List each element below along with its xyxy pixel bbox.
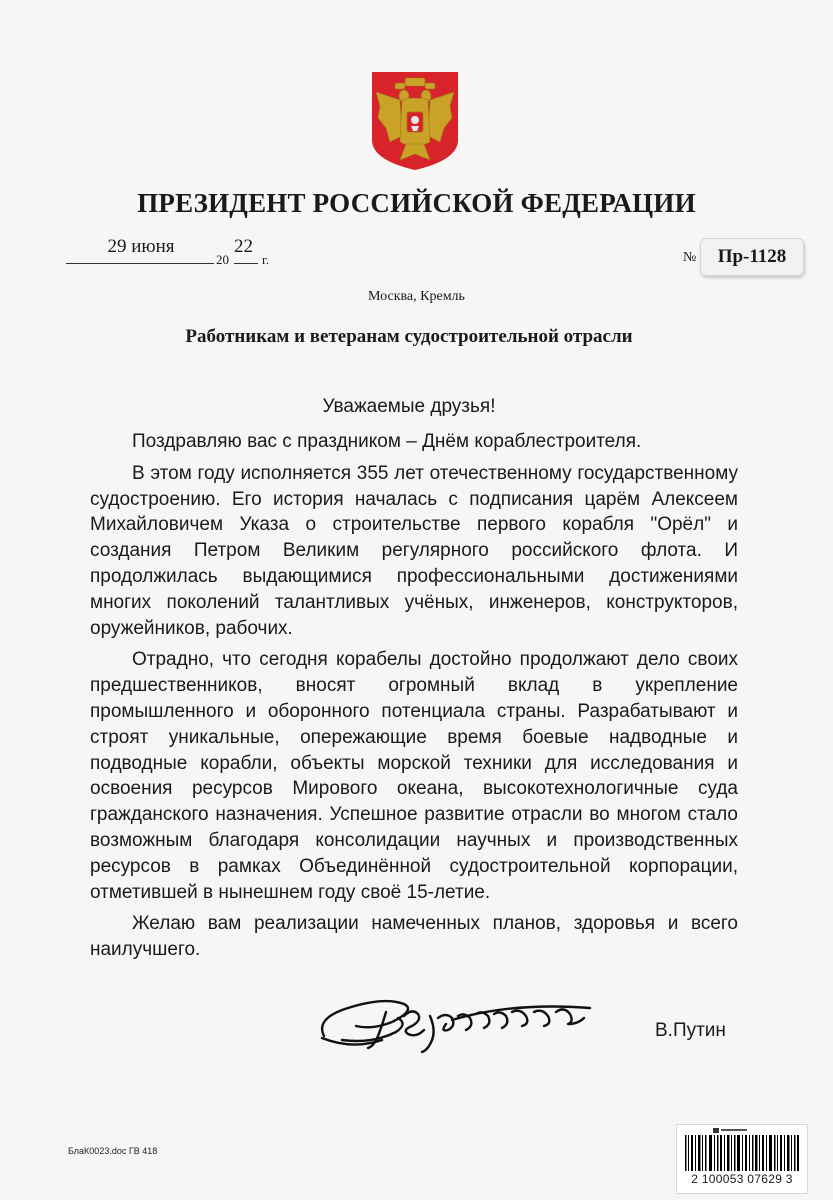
salutation: Уважаемые друзья!	[322, 396, 496, 417]
russian-coat-of-arms-icon	[370, 70, 460, 172]
letter-body	[90, 429, 738, 969]
addressee-heading: Работникам и ветеранам судостроительной отрасли	[185, 326, 633, 347]
signer-name: В.Путин	[655, 1020, 726, 1041]
place-of-issue: Москва, Кремль	[368, 289, 465, 304]
barcode	[685, 1135, 799, 1171]
document-code: БлаК0023.doc ГВ 418	[68, 1146, 158, 1156]
number-sign: №	[683, 250, 697, 265]
barcode-number: 2 100053 07629 3	[691, 1172, 793, 1186]
date-year-prefix: 20	[216, 252, 229, 267]
date-day-month: 29 июня	[107, 236, 175, 257]
registration-number-stamp: Пр-1128	[700, 238, 804, 276]
paragraph: В этом году исполняется 355 лет отечественному государственному судостроению. Его история началась с подписания царём Алексеем Михайловичем Указа о строительстве первого корабля "Орёл" и создания Петром Великим регулярного российского флота. И продолжилась выдающимися профессиональными достижениями многих поколений талантливых учёных, инженеров, конструкторов, оружейников, рабочих.	[90, 462, 738, 639]
barcode-label	[676, 1124, 808, 1194]
barcode-logo-icon	[711, 1126, 751, 1135]
document-date	[66, 236, 296, 276]
paragraph: Поздравляю вас с праздником – Днём кораблестроителя.	[132, 431, 642, 452]
year-underline	[234, 263, 258, 264]
document-title: ПРЕЗИДЕНТ РОССИЙСКОЙ ФЕДЕРАЦИИ	[137, 188, 696, 218]
paragraph: Желаю вам реализации намеченных планов, здоровья и всего наилучшего.	[90, 913, 738, 961]
date-year-suffix: г.	[262, 252, 270, 267]
date-underline	[66, 263, 214, 264]
handwritten-signature	[312, 990, 612, 1060]
date-year: 22	[234, 236, 253, 257]
paragraph: Отрадно, что сегодня корабелы достойно продолжают дело своих предшественников, вносят огромный вклад в укрепление промышленного и оборонного потенциала страны. Разрабатывают и строят уникальные, опережающие время боевые надводные и подводные корабли, объекты морской техники для исследования и освоения ресурсов Мирового океана, высокотехнологичные суда гражданского назначения. Успешное развитие отрасли во многом стало возможным благодаря консолидации научных и производственных ресурсов в рамках Объединённой судостроительной корпорации, отметившей в нынешнем году своё 15-летие.	[90, 649, 738, 903]
